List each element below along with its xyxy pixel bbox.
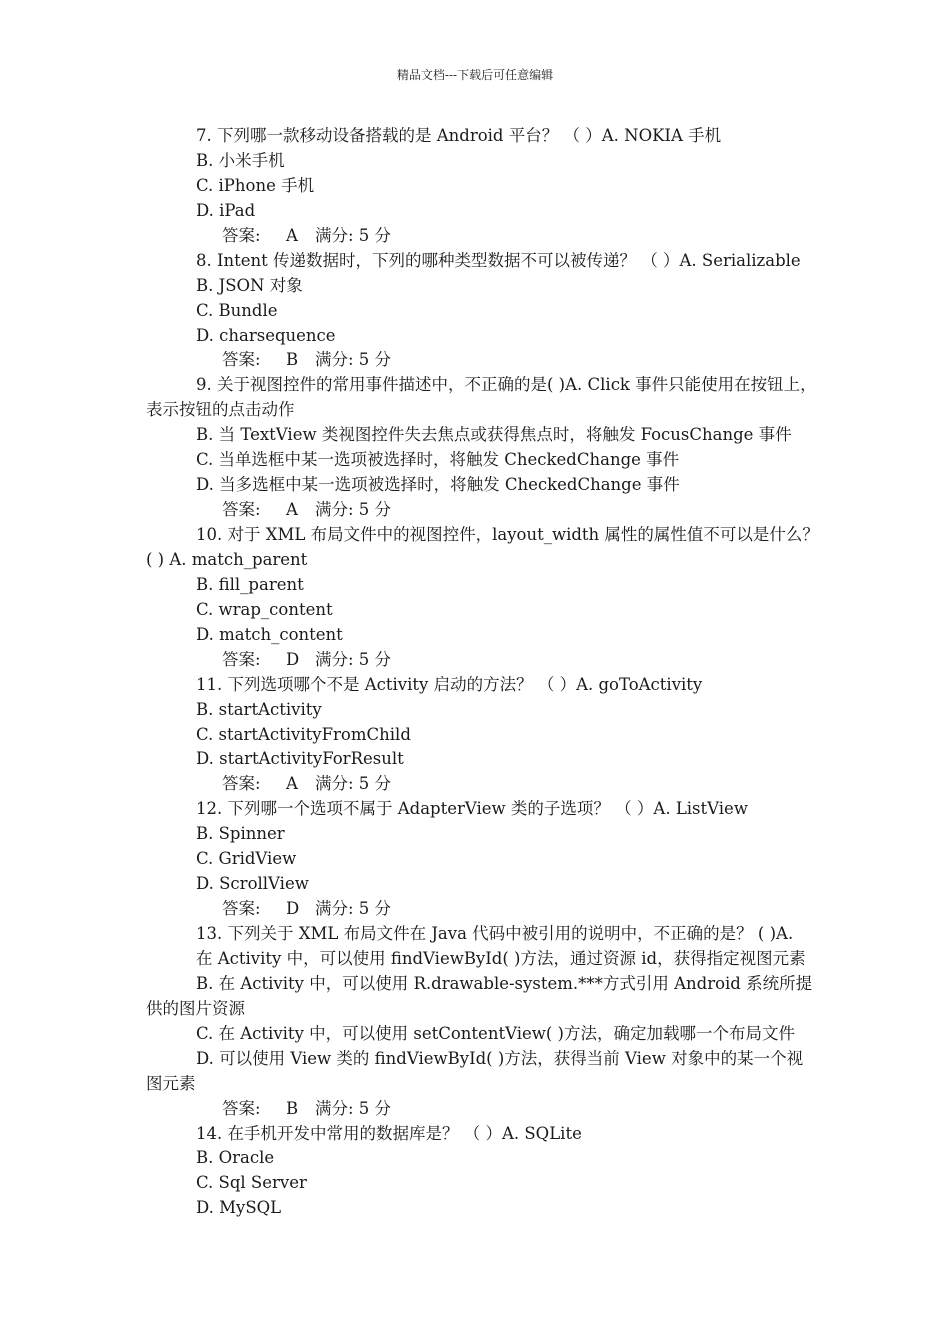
answer-label: 答案: [222, 899, 261, 919]
text-line: C. GridView [196, 849, 297, 869]
text-line: B. Oracle [196, 1148, 275, 1168]
text-line: 14. 在手机开发中常用的数据库是？ （ ）A. SQLite [196, 1123, 582, 1143]
answer-score: 满分: 5 分 [315, 1098, 392, 1118]
answer-label: 答案: [222, 225, 261, 245]
text-line: B. startActivity [196, 699, 322, 719]
answer-value: A [286, 500, 298, 520]
text-line: B. Spinner [196, 824, 285, 844]
text-line: 供的图片资源 [146, 998, 245, 1018]
text-line: B. JSON 对象 [196, 275, 303, 295]
answer-score: 满分: 5 分 [315, 649, 392, 669]
text-line: B. 当 TextView 类视图控件失去焦点或获得焦点时，将触发 FocusChange 事件 [196, 425, 792, 445]
text-line: 9. 关于视图控件的常用事件描述中，不正确的是( )A. Click 事件只能使用在按钮上， [196, 375, 817, 395]
answer-line [0, 772, 950, 797]
answer-score: 满分: 5 分 [315, 500, 392, 520]
text-line: B. 在 Activity 中，可以使用 R.drawable-system.***方式引用 Android 系统所提 [196, 973, 813, 993]
answer-value: A [286, 774, 298, 794]
page-header: 精品文档---下载后可任意编辑 [396, 68, 554, 82]
answer-value: D [286, 899, 300, 919]
answer-score: 满分: 5 分 [315, 774, 392, 794]
text-line: D. 可以使用 View 类的 findViewById( )方法，获得当前 View 对象中的某一个视 [196, 1048, 804, 1068]
answer-value: A [286, 225, 298, 245]
text-line: C. Sql Server [196, 1173, 307, 1193]
answer-label: 答案: [222, 649, 261, 669]
text-line: 11. 下列选项哪个不是 Activity 启动的方法？ （ ）A. goToActivity [196, 674, 703, 694]
text-line: D. startActivityForResult [196, 749, 404, 769]
text-line: 表示按钮的点击动作 [146, 400, 295, 420]
text-line: 图元素 [146, 1073, 196, 1093]
answer-value: B [286, 350, 299, 370]
text-line: 12. 下列哪一个选项不属于 AdapterView 类的子选项？ （ ）A. ListView [196, 799, 748, 819]
answer-label: 答案: [222, 350, 261, 370]
text-line: 10. 对于 XML 布局文件中的视图控件，layout_width 属性的属性值不可以是什么？ [196, 525, 819, 544]
answer-line [0, 498, 950, 523]
answer-label: 答案: [222, 500, 261, 520]
text-line: ( ) A. match_parent [146, 549, 308, 569]
answer-line [0, 348, 950, 373]
text-line: 8. Intent 传递数据时，下列的哪种类型数据不可以被传递？ （ ）A. Serializable [196, 250, 801, 270]
text-line: C. startActivityFromChild [196, 724, 411, 744]
answer-score: 满分: 5 分 [315, 350, 392, 370]
answer-line [0, 224, 950, 249]
answer-value: D [286, 649, 300, 669]
answer-line [0, 897, 950, 922]
document-body [0, 124, 950, 1221]
text-line: B. fill_parent [196, 574, 304, 594]
answer-line [0, 1097, 950, 1122]
text-line: C. Bundle [196, 300, 278, 320]
text-line: C. 当单选框中某一选项被选择时，将触发 CheckedChange 事件 [196, 450, 680, 470]
text-line: 7. 下列哪一款移动设备搭载的是 Android 平台？ （ ）A. NOKIA 手机 [196, 126, 722, 145]
text-line: C. iPhone 手机 [196, 175, 315, 195]
text-line: C. wrap_content [196, 599, 333, 619]
text-line: D. 当多选框中某一选项被选择时，将触发 CheckedChange 事件 [196, 475, 680, 495]
text-line: 13. 下列关于 XML 布局文件在 Java 代码中被引用的说明中，不正确的是？ ( )A. [196, 924, 794, 943]
answer-value: B [286, 1098, 299, 1118]
text-line: D. match_content [196, 624, 343, 644]
text-line: D. ScrollView [196, 874, 309, 894]
answer-label: 答案: [222, 1098, 261, 1118]
answer-score: 满分: 5 分 [315, 225, 392, 245]
text-line: D. charsequence [196, 325, 336, 345]
text-line: 在 Activity 中，可以使用 findViewById( )方法，通过资源 id，获得指定视图元素 [196, 948, 806, 968]
text-line: B. 小米手机 [196, 150, 285, 170]
text-line: D. iPad [196, 200, 256, 220]
text-line: D. MySQL [196, 1198, 282, 1218]
answer-line [0, 648, 950, 673]
answer-label: 答案: [222, 774, 261, 794]
answer-score: 满分: 5 分 [315, 899, 392, 919]
text-line: C. 在 Activity 中，可以使用 setContentView( )方法，确定加载哪一个布局文件 [196, 1023, 795, 1043]
